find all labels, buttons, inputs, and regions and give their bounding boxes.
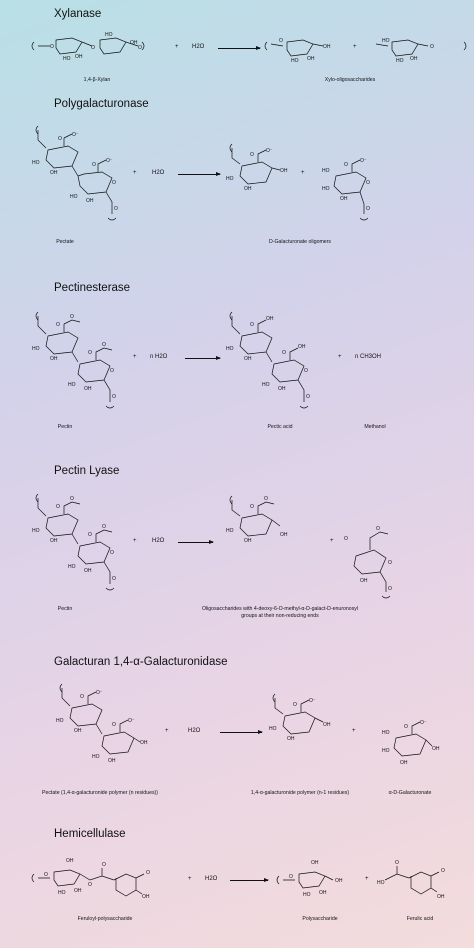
svg-text:HO: HO: [322, 168, 330, 174]
svg-text:O⁻: O⁻: [360, 158, 367, 164]
svg-text:OH: OH: [74, 728, 82, 734]
label-xylo-oligosaccharides: Xylo-oligosaccharides: [324, 77, 376, 83]
svg-text:HO: HO: [58, 890, 66, 896]
svg-text:O: O: [289, 874, 293, 880]
svg-text:OH: OH: [75, 54, 83, 60]
plus-sign: +: [365, 876, 369, 882]
pectate-polymer-structure: [40, 680, 160, 790]
label-galacturonate-oligomers: D-Galacturonate oligomers: [269, 239, 331, 245]
svg-text:HO: HO: [70, 194, 78, 200]
svg-text:O: O: [306, 394, 310, 400]
svg-text:OH: OH: [244, 538, 252, 544]
svg-text:OH: OH: [311, 860, 319, 866]
svg-text:O: O: [56, 504, 60, 510]
svg-text:HO: HO: [32, 346, 40, 352]
reagent-water: H2O: [152, 170, 165, 176]
svg-text:O: O: [376, 526, 380, 532]
svg-text:O⁻: O⁻: [96, 690, 103, 696]
svg-text:O: O: [404, 724, 408, 730]
oligosaccharide-structure: [222, 492, 312, 552]
svg-text:O⁻: O⁻: [266, 148, 273, 154]
svg-text:O: O: [88, 350, 92, 356]
svg-text:O: O: [112, 576, 116, 582]
svg-text:O: O: [102, 342, 106, 348]
pectin-structure: [28, 308, 138, 418]
svg-text:O: O: [70, 496, 74, 502]
svg-text:O: O: [56, 322, 60, 328]
svg-text:HO: HO: [63, 56, 71, 62]
svg-text:O: O: [344, 162, 348, 168]
pectate-structure: [28, 122, 138, 232]
reagent-water: H2O: [192, 44, 205, 50]
svg-text:OH: OH: [323, 44, 331, 50]
svg-text:O: O: [114, 206, 118, 212]
svg-text:O: O: [88, 532, 92, 538]
svg-text:O: O: [110, 550, 114, 556]
reaction-arrow: [178, 542, 213, 543]
galacturonate-oligomer-structure-1: [222, 140, 302, 200]
svg-text:O: O: [112, 180, 116, 186]
feruloyl-polysaccharide-structure: [30, 850, 180, 910]
svg-text:O: O: [250, 504, 254, 510]
svg-text:OH: OH: [50, 538, 58, 544]
svg-text:O⁻: O⁻: [106, 158, 113, 164]
reagent-n-water: n H2O: [150, 354, 168, 360]
section-title-polygalacturonase: Polygalacturonase: [54, 98, 149, 110]
svg-text:O: O: [146, 870, 150, 876]
label-pectate: Pectate: [56, 239, 74, 245]
label-ferulic-acid: Ferulic acid: [406, 916, 434, 922]
svg-text:OH: OH: [266, 316, 274, 322]
ferulic-acid-structure: [375, 852, 470, 902]
svg-text:O: O: [388, 586, 392, 592]
label-xylan: 1,4-β-Xylan: [83, 77, 111, 83]
svg-text:OH: OH: [74, 888, 82, 894]
svg-text:O⁻: O⁻: [420, 720, 427, 726]
svg-text:O: O: [282, 350, 286, 356]
galacturonate-oligomer-structure-2: [318, 158, 398, 228]
label-pectin: Pectin: [57, 606, 73, 612]
svg-text:O: O: [92, 162, 96, 168]
svg-text:HO: HO: [262, 382, 270, 388]
svg-text:O: O: [138, 45, 142, 51]
reaction-arrow: [178, 174, 220, 175]
svg-text:OH: OH: [280, 532, 288, 538]
svg-text:HO: HO: [291, 58, 299, 64]
svg-text:HO: HO: [382, 38, 390, 44]
xylan-structure: [30, 30, 160, 70]
svg-text:OH: OH: [360, 578, 368, 584]
svg-text:O: O: [441, 868, 445, 874]
svg-text:HO: HO: [105, 32, 113, 38]
plus-sign: +: [188, 876, 192, 882]
svg-text:HO: HO: [68, 382, 76, 388]
svg-text:OH: OH: [142, 894, 150, 900]
svg-text:OH: OH: [66, 858, 74, 864]
svg-text:O⁻: O⁻: [309, 698, 316, 704]
svg-text:OH: OH: [280, 168, 288, 174]
xylo-oligo-structure-2: [370, 32, 470, 72]
plus-sign: +: [338, 354, 342, 360]
svg-text:OH: OH: [130, 40, 138, 46]
svg-text:HO: HO: [92, 754, 100, 760]
unsaturated-galacturonate-structure: [340, 520, 440, 600]
svg-text:OH: OH: [108, 758, 116, 764]
plus-sign: +: [301, 170, 305, 176]
svg-text:O: O: [366, 206, 370, 212]
reaction-arrow: [218, 48, 260, 49]
polysaccharide-structure: [275, 852, 365, 902]
svg-text:O: O: [88, 882, 92, 888]
reagent-water: H2O: [188, 728, 201, 734]
svg-text:HO: HO: [382, 748, 390, 754]
svg-text:OH: OH: [140, 740, 148, 746]
label-galacturonate: α-D-Galacturonate: [388, 790, 432, 796]
section-title-pectin-lyase: Pectin Lyase: [54, 465, 120, 477]
label-oligosaccharides-product: Oligosaccharides with 4-deoxy-6-O-methyl-α-D-galact-D-enuronosyl groups at their non-reducing ends: [201, 606, 359, 619]
svg-text:O: O: [102, 862, 106, 868]
svg-text:HO: HO: [32, 528, 40, 534]
section-title-galacturonidase: Galacturan 1,4-α-Galacturonidase: [54, 656, 228, 668]
svg-text:O: O: [80, 694, 84, 700]
svg-text:HO: HO: [269, 726, 277, 732]
svg-text:HO: HO: [396, 58, 404, 64]
svg-text:OH: OH: [278, 386, 286, 392]
section-title-hemicellulase: Hemicellulase: [54, 828, 126, 840]
svg-text:OH: OH: [323, 722, 331, 728]
section-title-pectinesterase: Pectinesterase: [54, 282, 131, 294]
methanol-formula: n CH3OH: [355, 354, 382, 360]
svg-text:OH: OH: [432, 746, 440, 752]
svg-text:O: O: [250, 322, 254, 328]
svg-text:O: O: [112, 394, 116, 400]
svg-text:O: O: [112, 722, 116, 728]
svg-text:O: O: [70, 314, 74, 320]
svg-text:OH: OH: [50, 170, 58, 176]
svg-text:HO: HO: [322, 186, 330, 192]
svg-text:OH: OH: [400, 760, 408, 766]
svg-text:HO: HO: [226, 346, 234, 352]
svg-text:O⁻: O⁻: [128, 718, 135, 724]
svg-text:O: O: [110, 368, 114, 374]
svg-text:OH: OH: [287, 736, 295, 742]
pectin-structure: [28, 490, 138, 600]
svg-text:O: O: [250, 152, 254, 158]
svg-text:OH: OH: [244, 186, 252, 192]
plus-sign: +: [133, 170, 137, 176]
pectic-acid-structure: [222, 308, 332, 418]
svg-text:HO: HO: [382, 730, 390, 736]
svg-text:O: O: [91, 45, 95, 51]
svg-text:O: O: [430, 44, 434, 50]
svg-text:O: O: [264, 496, 268, 502]
plus-sign: +: [175, 44, 179, 50]
galacturonate-structure: [378, 720, 458, 780]
reaction-arrow: [185, 358, 220, 359]
svg-text:HO: HO: [226, 528, 234, 534]
xylo-oligo-structure-1: [265, 32, 355, 72]
svg-text:O: O: [293, 702, 297, 708]
reaction-arrow: [220, 732, 262, 733]
svg-text:OH: OH: [50, 356, 58, 362]
svg-text:O: O: [44, 872, 48, 878]
svg-text:OH: OH: [244, 356, 252, 362]
svg-text:OH: OH: [335, 878, 343, 884]
svg-text:O: O: [102, 524, 106, 530]
reagent-water: H2O: [152, 538, 165, 544]
plus-sign: +: [165, 728, 169, 734]
svg-text:OH: OH: [86, 198, 94, 204]
reagent-water: H2O: [205, 876, 218, 882]
plus-sign: +: [133, 354, 137, 360]
svg-text:HO: HO: [377, 880, 385, 886]
reaction-arrow: [230, 880, 268, 881]
svg-text:HO: HO: [303, 892, 311, 898]
svg-text:O: O: [304, 368, 308, 374]
svg-text:O: O: [50, 44, 54, 50]
label-pectate-polymer: Pectate (1,4-α-galacturonide polymer (n residues)): [41, 790, 159, 796]
svg-text:HO: HO: [56, 718, 64, 724]
svg-text:O: O: [58, 136, 62, 142]
svg-text:OH: OH: [84, 386, 92, 392]
svg-text:OH: OH: [307, 56, 315, 62]
svg-text:O: O: [344, 536, 348, 542]
svg-text:HO: HO: [226, 176, 234, 182]
svg-text:HO: HO: [68, 564, 76, 570]
galacturonide-polymer-structure: [265, 690, 355, 750]
plus-sign: +: [133, 538, 137, 544]
svg-text:O: O: [366, 180, 370, 186]
plus-sign: +: [353, 44, 357, 50]
svg-text:O: O: [279, 38, 283, 44]
svg-text:OH: OH: [319, 890, 327, 896]
label-polysaccharide: Polysaccharide: [302, 916, 338, 922]
svg-text:HO: HO: [32, 160, 40, 166]
svg-text:OH: OH: [84, 568, 92, 574]
svg-text:O⁻: O⁻: [72, 132, 79, 138]
svg-text:OH: OH: [437, 894, 445, 900]
svg-text:O: O: [395, 860, 399, 866]
label-galacturonide-polymer: 1,4-α-galacturonide polymer (n-1 residues): [250, 790, 350, 796]
svg-text:OH: OH: [298, 344, 306, 350]
plus-sign: +: [330, 538, 334, 544]
label-pectin: Pectin: [57, 424, 73, 430]
label-feruloyl-polysaccharide: Feruloyl-polysaccharide: [77, 916, 133, 922]
svg-text:O: O: [388, 560, 392, 566]
svg-text:OH: OH: [340, 196, 348, 202]
plus-sign: +: [352, 728, 356, 734]
label-pectic-acid: Pectic acid: [267, 424, 293, 430]
section-title-xylanase: Xylanase: [54, 8, 102, 20]
label-methanol: Methanol: [364, 424, 386, 430]
svg-text:OH: OH: [410, 56, 418, 62]
